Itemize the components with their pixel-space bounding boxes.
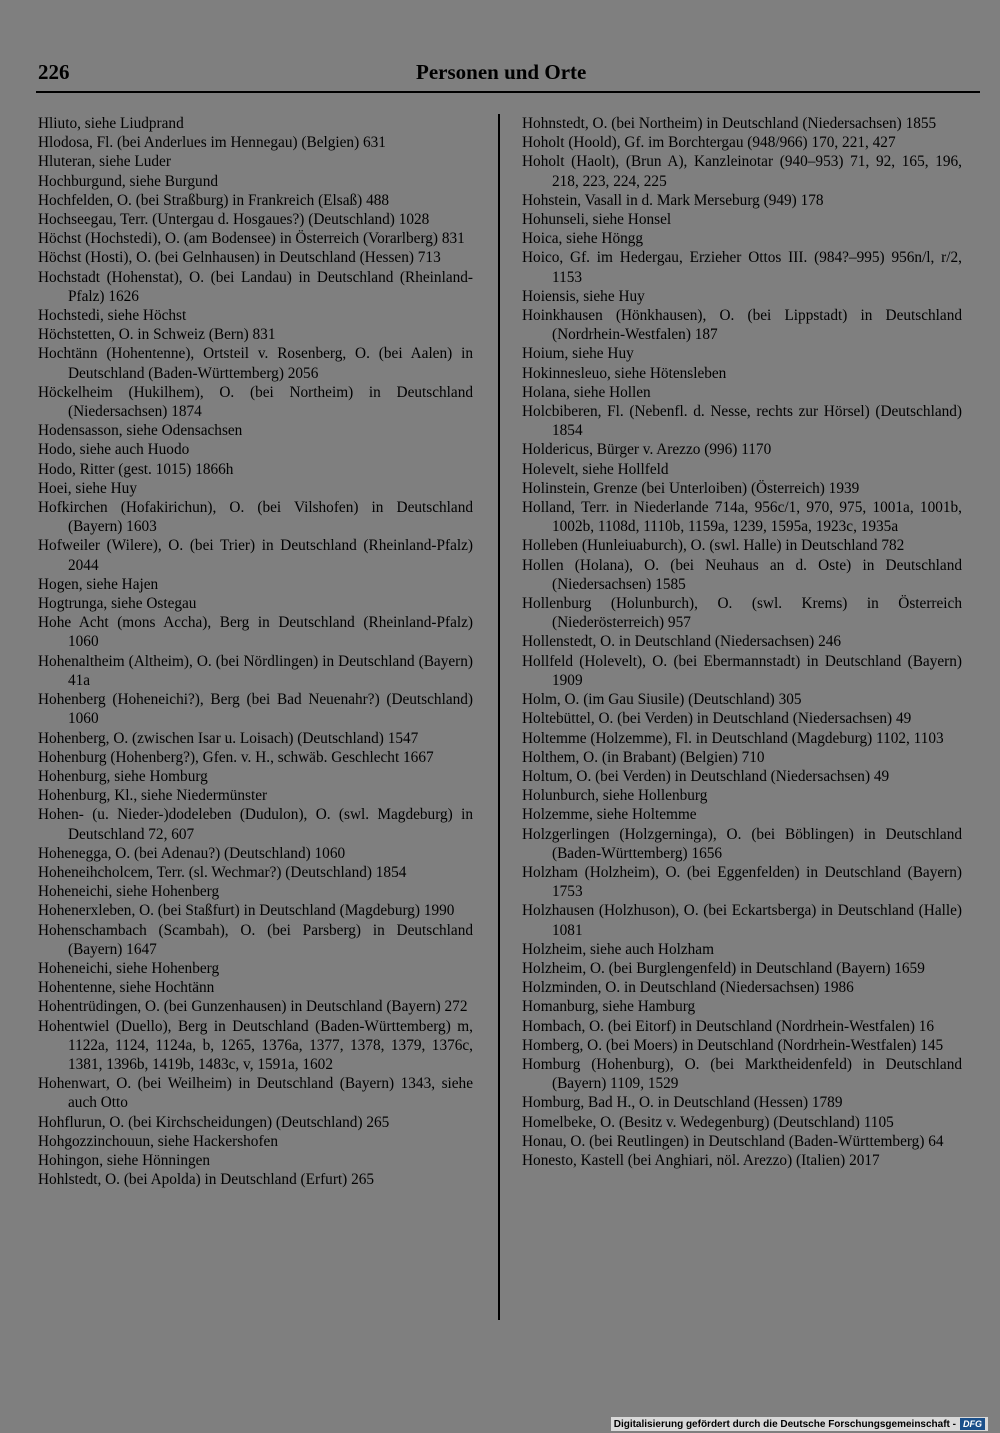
right-column [522, 114, 962, 1170]
index-entry: Hochstadt (Hohenstat), O. (bei Landau) in Deutschland (Rheinland-Pfalz) 1626 [38, 268, 473, 305]
index-entry: Holzheim, O. (bei Burglengenfeld) in Deutschland (Bayern) 1659 [522, 959, 925, 977]
dfg-logo: DFG [960, 1418, 985, 1430]
index-entry: Hohlstedt, O. (bei Apolda) in Deutschland (Erfurt) 265 [38, 1171, 375, 1189]
index-entry: Hohenerxleben, O. (bei Staßfurt) in Deutschland (Magdeburg) 1990 [38, 902, 455, 920]
index-entry: Hohenburg, siehe Homburg [38, 767, 208, 785]
index-entry: Hoiensis, siehe Huy [522, 287, 645, 305]
index-entry: Holtum, O. (bei Verden) in Deutschland (Niedersachsen) 49 [522, 767, 890, 785]
index-entry: Hohingon, siehe Hönningen [38, 1151, 211, 1169]
index-entry: Hochtänn (Hohentenne), Ortsteil v. Rosenberg, O. (bei Aalen) in Deutschland (Baden-Württemberg) 2056 [38, 345, 473, 382]
index-entry: Hodo, Ritter (gest. 1015) 1866h [38, 460, 234, 478]
index-entry: Holzheim, siehe auch Holzham [522, 940, 714, 958]
index-entry: Holcbiberen, Fl. (Nebenfl. d. Nesse, rechts zur Hörsel) (Deutschland) 1854 [522, 403, 962, 440]
column-divider [498, 114, 500, 1320]
index-entry: Hombach, O. (bei Eitorf) in Deutschland (Nordrhein-Westfalen) 16 [522, 1017, 935, 1035]
index-entry: Hoholt (Haolt), (Brun A), Kanzleinotar (940–953) 71, 92, 165, 196, 218, 223, 224, 225 [522, 153, 962, 190]
index-entry: Hoinkhausen (Hönkhausen), O. (bei Lippstadt) in Deutschland (Nordrhein-Westfalen) 187 [522, 307, 962, 344]
index-entry: Hohen- (u. Nieder-)dodeleben (Dudulon), O. (swl. Magdeburg) in Deutschland 72, 607 [38, 806, 473, 843]
index-entry: Holdericus, Bürger v. Arezzo (996) 1170 [522, 441, 772, 459]
page-title: Personen und Orte [416, 60, 587, 84]
index-entry: Hohnstedt, O. (bei Northeim) in Deutschland (Niedersachsen) 1855 [522, 115, 937, 132]
index-entry: Holzham (Holzheim), O. (bei Eggenfelden) in Deutschland (Bayern) 1753 [522, 863, 962, 901]
index-entry: Holland, Terr. in Niederlande 714a, 956c/1, 970, 975, 1001a, 1001b, 1002b, 1108d, 1110b, 1159a, 1239, 1595a, 1923c, 1935a [522, 499, 962, 536]
index-entry: Hollenburg (Holunburch), O. (swl. Krems) in Österreich (Niederösterreich) 957 [522, 595, 962, 632]
index-entry: Höckelheim (Hukilhem), O. (bei Northeim) in Deutschland (Niedersachsen) 1874 [38, 383, 473, 421]
index-entry: Honau, O. (bei Reutlingen) in Deutschland (Baden-Württemberg) 64 [522, 1132, 944, 1150]
index-entry: Holthem, O. (in Brabant) (Belgien) 710 [522, 748, 765, 766]
index-entry: Hollfeld (Holevelt), O. (bei Ebermannstadt) in Deutschland (Bayern) 1909 [522, 652, 962, 689]
index-entry: Hliuto, siehe Liudprand [38, 115, 184, 132]
index-entry: Hohenwart, O. (bei Weilheim) in Deutschland (Bayern) 1343, siehe auch Otto [38, 1075, 473, 1112]
index-entry: Honesto, Kastell (bei Anghiari, nöl. Arezzo) (Italien) 2017 [522, 1151, 880, 1169]
index-entry: Holzminden, O. in Deutschland (Niedersachsen) 1986 [522, 979, 854, 997]
index-entry: Höchstetten, O. in Schweiz (Bern) 831 [38, 326, 276, 344]
index-entry: Hoheneichi, siehe Hohenberg [38, 959, 220, 977]
footer-text: Digitalisierung gefördert durch die Deutsche Forschungsgemeinschaft - [613, 1418, 956, 1430]
index-entry: Hokinnesleuo, siehe Hötensleben [522, 364, 727, 382]
index-entry: Hogen, siehe Hajen [38, 575, 159, 593]
index-entry: Holm, O. (im Gau Siusile) (Deutschland) 305 [522, 691, 802, 709]
index-entry: Hoholt (Hoold), Gf. im Borchtergau (948/966) 170, 221, 427 [522, 134, 896, 152]
index-entry: Hodo, siehe auch Huodo [38, 441, 190, 459]
index-entry: Hochseegau, Terr. (Untergau d. Hosgaues?) (Deutschland) 1028 [38, 211, 430, 229]
index-entry: Hohe Acht (mons Accha), Berg in Deutschland (Rheinland-Pfalz) 1060 [38, 614, 473, 651]
index-entry: Hodensasson, siehe Odensachsen [38, 422, 243, 440]
index-entry: Holzemme, siehe Holtemme [522, 806, 697, 824]
index-entry: Hohenberg, O. (zwischen Isar u. Loisach) (Deutschland) 1547 [38, 729, 419, 747]
index-entry: Homberg, O. (bei Moers) in Deutschland (Nordrhein-Westfalen) 145 [522, 1036, 944, 1054]
index-entry: Homburg (Hohenburg), O. (bei Marktheidenfeld) in Deutschland (Bayern) 1109, 1529 [522, 1055, 962, 1093]
header-rule [36, 91, 980, 93]
index-entry: Hoica, siehe Höngg [522, 230, 644, 248]
index-entry: Hohentwiel (Duello), Berg in Deutschland (Baden-Württemberg) m, 1122a, 1124, 1124a, b, 1265, 1376a, 1377, 1378, 1379, 1376c, 1381, 1396b, 1419b, 1483c, v, 1591a, 1602 [38, 1017, 473, 1073]
index-entry: Hohunseli, siehe Honsel [522, 211, 672, 229]
index-entry: Hoheneichi, siehe Hohenberg [38, 883, 220, 901]
index-entry: Holinstein, Grenze (bei Unterloiben) (Österreich) 1939 [522, 479, 860, 497]
index-entry: Hohstein, Vasall in d. Mark Merseburg (949) 178 [522, 191, 824, 209]
index-entry: Hochburgund, siehe Burgund [38, 172, 219, 190]
index-entry: Hohenaltheim (Altheim), O. (bei Nördlingen) in Deutschland (Bayern) 41a [38, 652, 473, 689]
index-entry: Holevelt, siehe Hollfeld [522, 460, 669, 478]
index-entry: Holzhausen (Holzhuson), O. (bei Eckartsberga) in Deutschland (Halle) 1081 [522, 902, 962, 939]
index-entry: Homburg, Bad H., O. in Deutschland (Hessen) 1789 [522, 1094, 843, 1112]
index-entry: Hohenburg (Hohenberg?), Gfen. v. H., schwäb. Geschlecht 1667 [38, 748, 434, 766]
index-entry: Holana, siehe Hollen [522, 383, 651, 401]
index-entry: Hoium, siehe Huy [522, 345, 634, 363]
index-entry: Hogtrunga, siehe Ostegau [38, 595, 197, 613]
index-entry: Hohenegga, O. (bei Adenau?) (Deutschland) 1060 [38, 844, 346, 862]
index-entry: Holzgerlingen (Holzgerninga), O. (bei Böblingen) in Deutschland (Baden-Württemberg) 1656 [522, 825, 962, 862]
index-entry: Hohentenne, siehe Hochtänn [38, 979, 215, 997]
page-number: 226 [38, 60, 70, 84]
index-entry: Hohflurun, O. (bei Kirchscheidungen) (Deutschland) 265 [38, 1113, 390, 1131]
page-header [38, 60, 978, 88]
index-entry: Hoei, siehe Huy [38, 479, 137, 497]
footer [611, 1417, 988, 1431]
index-entry: Hollenstedt, O. in Deutschland (Niedersachsen) 246 [522, 633, 842, 651]
index-entry: Hoheneihcholcem, Terr. (sl. Wechmar?) (Deutschland) 1854 [38, 863, 407, 881]
index-entry: Hoico, Gf. im Hedergau, Erzieher Ottos III. (984?–995) 956n/l, r/2, 1153 [522, 249, 962, 286]
index-entry: Hohgozzinchouun, siehe Hackershofen [38, 1132, 278, 1150]
index-entry: Hohenburg, Kl., siehe Niedermünster [38, 787, 268, 805]
index-entry: Hohenberg (Hoheneichi?), Berg (bei Bad Neuenahr?) (Deutschland) 1060 [38, 691, 473, 728]
index-entry: Holtemme (Holzemme), Fl. in Deutschland (Magdeburg) 1102, 1103 [522, 729, 944, 747]
index-entry: Höchst (Hochstedi), O. (am Bodensee) in Österreich (Vorarlberg) 831 [38, 230, 465, 248]
index-entry: Hofkirchen (Hofakirichun), O. (bei Vilshofen) in Deutschland (Bayern) 1603 [38, 499, 473, 536]
index-entry: Homelbeke, O. (Besitz v. Wedegenburg) (Deutschland) 1105 [522, 1113, 894, 1131]
index-entry: Höchst (Hosti), O. (bei Gelnhausen) in Deutschland (Hessen) 713 [38, 249, 441, 267]
index-entry: Hofweiler (Wilere), O. (bei Trier) in Deutschland (Rheinland-Pfalz) 2044 [38, 537, 473, 574]
left-column [38, 114, 473, 1189]
index-entry: Holunburch, siehe Hollenburg [522, 787, 708, 805]
index-entry: Hollen (Holana), O. (bei Neuhaus an d. Oste) in Deutschland (Niedersachsen) 1585 [522, 556, 962, 593]
index-entry: Holtebüttel, O. (bei Verden) in Deutschland (Niedersachsen) 49 [522, 710, 912, 728]
index-entry: Hlodosa, Fl. (bei Anderlues im Hennegau) (Belgien) 631 [38, 134, 386, 152]
index-entry: Homanburg, siehe Hamburg [522, 998, 696, 1016]
index-entry: Hochstedi, siehe Höchst [38, 307, 187, 325]
index-entry: Holleben (Hunleiuaburch), O. (swl. Halle) in Deutschland 782 [522, 537, 905, 555]
index-entry: Hluteran, siehe Luder [38, 153, 171, 171]
index-entry: Hohentrüdingen, O. (bei Gunzenhausen) in Deutschland (Bayern) 272 [38, 998, 468, 1016]
index-entry: Hochfelden, O. (bei Straßburg) in Frankreich (Elsaß) 488 [38, 191, 390, 209]
index-entry: Hohenschambach (Scambah), O. (bei Parsberg) in Deutschland (Bayern) 1647 [38, 921, 473, 958]
